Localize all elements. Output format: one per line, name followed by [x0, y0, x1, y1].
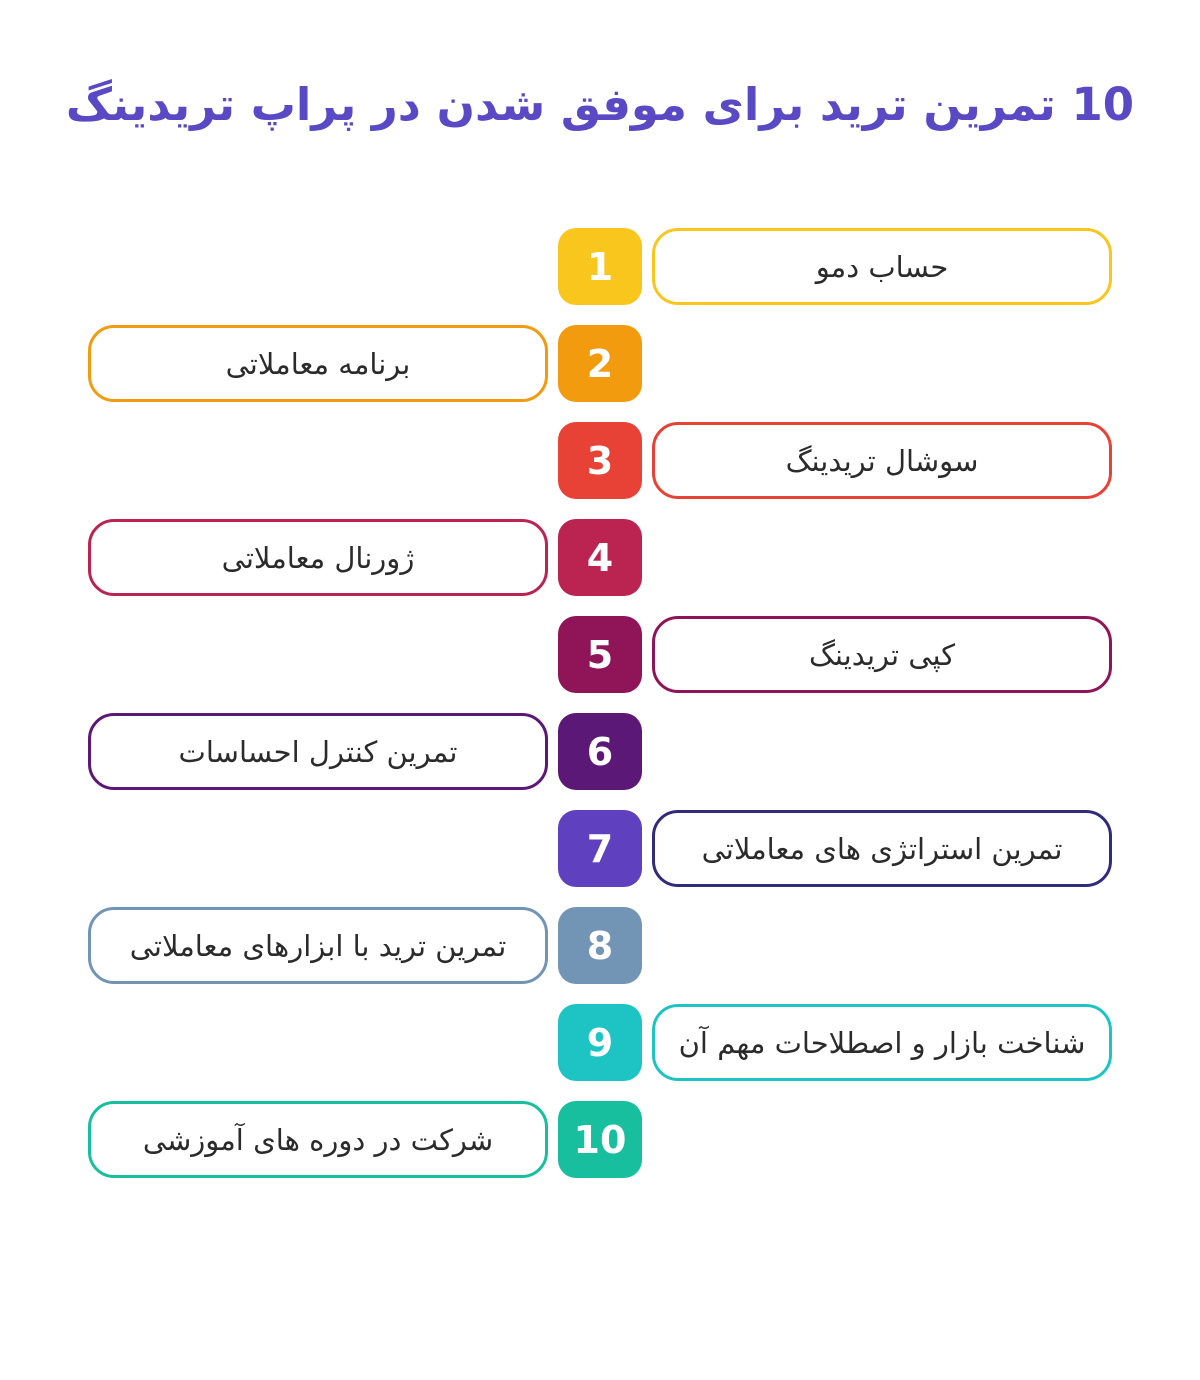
step-row-9: [88, 1004, 1112, 1081]
step-row-6: [88, 713, 1112, 790]
step-row-5: [88, 616, 1112, 693]
step-row-3: [88, 422, 1112, 499]
step-row-7: [88, 810, 1112, 887]
step-number-badge: 8: [558, 907, 642, 984]
step-number-badge: 7: [558, 810, 642, 887]
step-label-card: حساب دمو: [652, 228, 1112, 305]
step-number-badge: 9: [558, 1004, 642, 1081]
step-number-badge: 6: [558, 713, 642, 790]
step-number-badge: 5: [558, 616, 642, 693]
step-label-card: تمرین ترید با ابزارهای معاملاتی: [88, 907, 548, 984]
page-title: 10 تمرین ترید برای موفق شدن در پراپ تریدینگ: [65, 78, 1135, 131]
step-label-card: سوشال تریدینگ: [652, 422, 1112, 499]
step-label-card: برنامه معاملاتی: [88, 325, 548, 402]
step-row-10: [88, 1101, 1112, 1178]
step-label-card: تمرین استراتژی های معاملاتی: [652, 810, 1112, 887]
step-number-badge: 2: [558, 325, 642, 402]
step-row-1: [88, 228, 1112, 305]
step-number-badge: 3: [558, 422, 642, 499]
step-row-2: [88, 325, 1112, 402]
step-label-card: شرکت در دوره های آموزشی: [88, 1101, 548, 1178]
step-row-4: [88, 519, 1112, 596]
steps-list: [88, 228, 1112, 1178]
step-number-badge: 10: [558, 1101, 642, 1178]
step-number-badge: 1: [558, 228, 642, 305]
step-label-card: کپی تریدینگ: [652, 616, 1112, 693]
step-label-card: تمرین کنترل احساسات: [88, 713, 548, 790]
step-number-badge: 4: [558, 519, 642, 596]
step-label-card: شناخت بازار و اصطلاحات مهم آن: [652, 1004, 1112, 1081]
step-row-8: [88, 907, 1112, 984]
step-label-card: ژورنال معاملاتی: [88, 519, 548, 596]
